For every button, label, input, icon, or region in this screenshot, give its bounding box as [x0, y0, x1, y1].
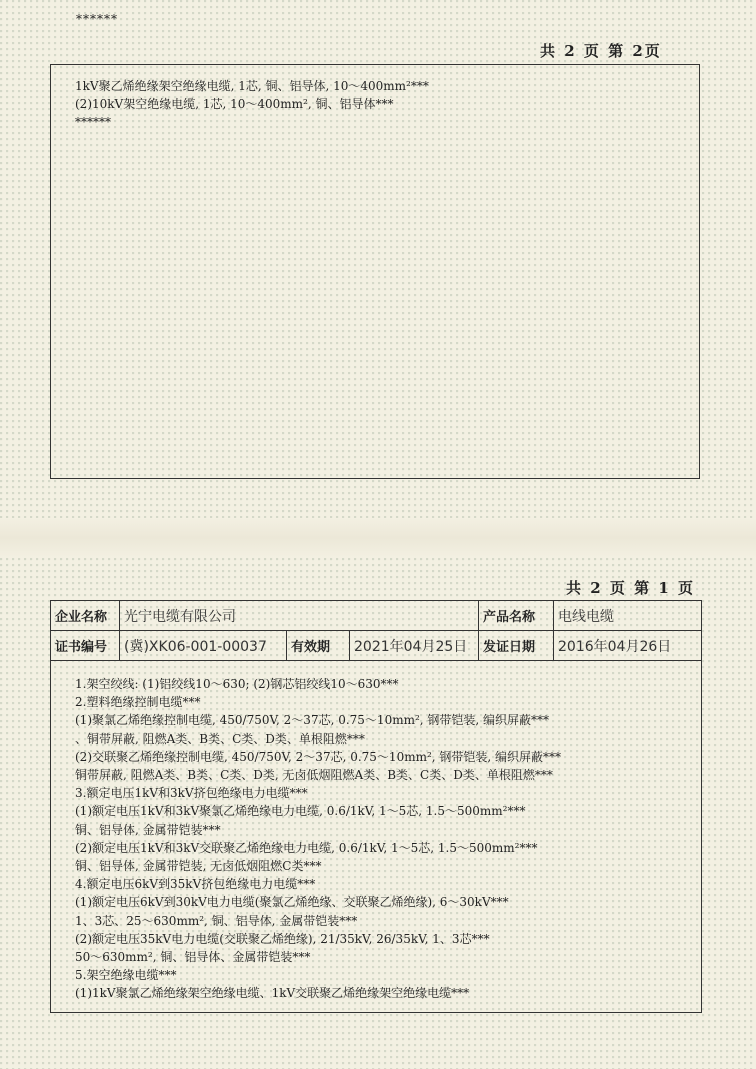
cert-number-label: 证书编号	[51, 631, 120, 661]
page-1-line: (2)额定电压35kV电力电缆(交联聚乙烯绝缘), 21/35kV, 26/35kV, 1、3芯***	[75, 931, 490, 946]
page-1-line: 铜带屏蔽, 阻燃A类、B类、C类、D类, 无卤低烟阻燃A类、B类、C类、D类、单根阻燃***	[75, 768, 553, 783]
page-2-line: ******	[75, 115, 111, 129]
page-1-content-box	[50, 660, 702, 1013]
page-1-line: 1.架空绞线: (1)铝绞线10～630; (2)钢芯铝绞线10～630***	[75, 677, 399, 691]
company-value: 光宁电缆有限公司	[120, 601, 479, 631]
page-1-line: (2)交联聚乙烯绝缘控制电缆, 450/750V, 2～37芯, 0.75～10mm², 钢带铠装, 编织屏蔽***	[75, 749, 562, 764]
top-marker: ******	[76, 12, 118, 26]
cert-number-value: (冀)XK06-001-00037	[120, 631, 287, 661]
page-1-line: 2.塑料绝缘控制电缆***	[75, 695, 201, 710]
company-label: 企业名称	[51, 601, 120, 631]
page-1-pager: 共 2 页 第 1 页	[566, 579, 695, 597]
product-value: 电线电缆	[554, 601, 702, 631]
page-1-line: 50～630mm², 铜、铝导体、金属带铠装***	[75, 950, 311, 965]
page-1-line: (1)额定电压1kV和3kV聚氯乙烯绝缘电力电缆, 0.6/1kV, 1～5芯, 1.5～500mm²***	[75, 804, 526, 819]
issue-date-label: 发证日期	[479, 631, 554, 661]
valid-until-label: 有效期	[287, 631, 350, 661]
page-2-pager: 共 2 页 第 2页	[540, 42, 662, 60]
page-1-line: 1、3芯、25～630mm², 铜、铝导体, 金属带铠装***	[75, 913, 358, 928]
page-1-line: 铜、铝导体, 金属带铠装, 无卤低烟阻燃C类***	[75, 859, 322, 874]
page-1-line: 3.额定电压1kV和3kV挤包绝缘电力电缆***	[75, 786, 308, 801]
page-1-line: (1)1kV聚氯乙烯绝缘架空绝缘电缆、1kV交联聚乙烯绝缘架空绝缘电缆***	[75, 986, 470, 1001]
page-fold	[0, 518, 756, 558]
page-1-line: (1)额定电压6kV到30kV电力电缆(聚氯乙烯绝缘、交联聚乙烯绝缘), 6～30kV***	[75, 895, 509, 910]
valid-until-value: 2021年04月25日	[350, 631, 479, 661]
page-1-line: 4.额定电压6kV到35kV挤包绝缘电力电缆***	[75, 877, 316, 892]
page-2-line: 1kV聚乙烯绝缘架空绝缘电缆, 1芯, 铜、铝导体, 10～400mm²***	[75, 79, 429, 93]
page-1-line: (2)额定电压1kV和3kV交联聚乙烯绝缘电力电缆, 0.6/1kV, 1～5芯, 1.5～500mm²***	[75, 840, 538, 855]
product-label: 产品名称	[479, 601, 554, 631]
page-1-line: 铜、铝导体, 金属带铠装***	[75, 822, 221, 837]
issue-date-value: 2016年04月26日	[554, 631, 702, 661]
page-2-line: (2)10kV架空绝缘电缆, 1芯, 10～400mm², 铜、铝导体***	[75, 97, 394, 111]
certificate-info-table	[50, 600, 702, 661]
page-1-line: (1)聚氯乙烯绝缘控制电缆, 450/750V, 2～37芯, 0.75～10mm², 钢带铠装, 编织屏蔽***	[75, 713, 550, 728]
page-1-line: 、铜带屏蔽, 阻燃A类、B类、C类、D类、单根阻燃***	[75, 731, 365, 746]
page-2-content-box	[50, 64, 700, 479]
page-1-line: 5.架空绝缘电缆***	[75, 968, 177, 983]
